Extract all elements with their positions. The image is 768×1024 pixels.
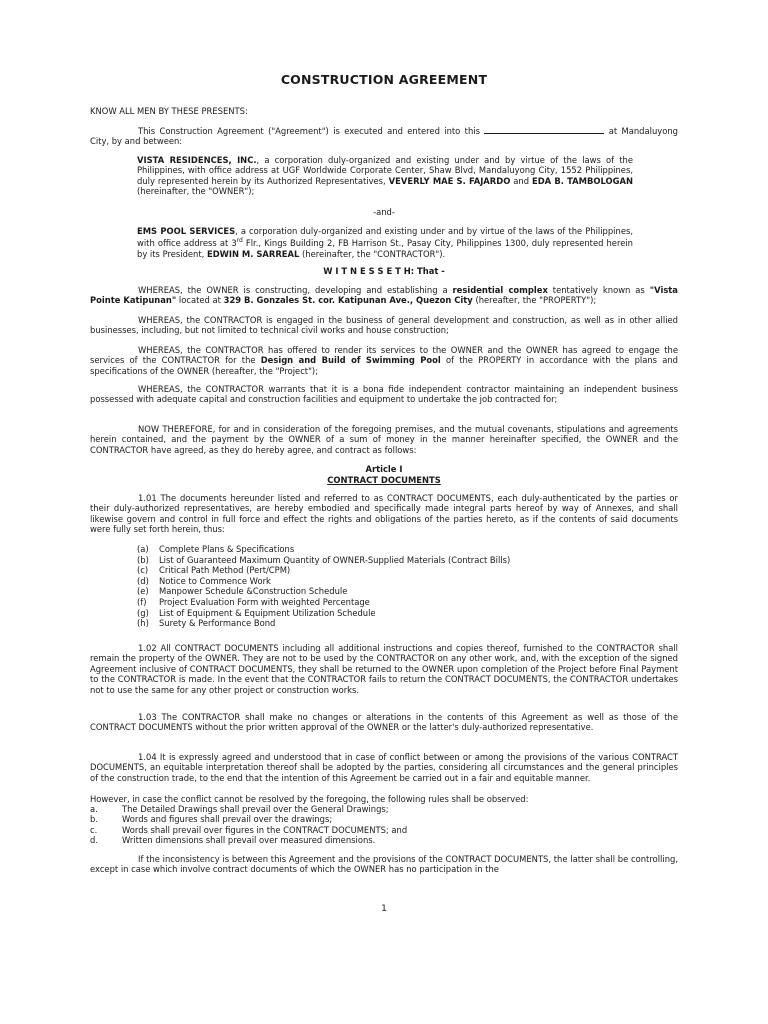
rule-item <box>90 804 610 814</box>
contractor-text2: Flr., Kings Building 2, FB Harrison St., Pasay City, Philippines 1300, duly represented herein by its President, <box>137 238 633 259</box>
article-subheading: CONTRACT DOCUMENTS <box>327 475 441 485</box>
list-marker: (e) <box>137 586 149 597</box>
whereas-1-text: WHEREAS, the OWNER is constructing, developing and establishing a <box>138 285 448 295</box>
whereas-3-text: WHEREAS, the CONTRACTOR has offered to render its services to the OWNER and the OWNER has agreed to engage the services of the CONTRACTOR for the <box>90 345 678 366</box>
contractor-rep: EDWIN M. SARREAL <box>206 248 300 259</box>
list-item <box>137 597 557 608</box>
list-item <box>137 586 557 597</box>
rule-marker: d. <box>90 835 98 846</box>
list-text: List of Guaranteed Maximum Quantity of OWNER-Supplied Materials (Contract Bills) <box>159 554 511 565</box>
intro-line: KNOW ALL MEN BY THESE PRESENTS: <box>90 106 248 116</box>
whereas-4: WHEREAS, the CONTRACTOR warrants that it is a bona fide independent contractor maintaining an independent business possessed with adequate capital and construction facilities and equipment to undertake the job contracted for; <box>90 384 678 405</box>
list-item <box>137 608 557 619</box>
contractor-sup: rd <box>236 237 243 245</box>
section-1-03: 1.03 The CONTRACTOR shall make no changes or alterations in the contents of this Agreement as well as those of the CONTRACT DOCUMENTS without the prior written approval of the OWNER or the latter's duly-authorized representative. <box>90 712 678 733</box>
list-marker: (f) <box>137 596 147 607</box>
whereas-3-bold: Design and Build of Swimming Pool <box>260 355 441 366</box>
and-separator: -and- <box>373 207 395 217</box>
contractor-name: EMS POOL SERVICES <box>137 226 236 236</box>
rule-text: The Detailed Drawings shall prevail over the General Drawings; <box>122 804 389 814</box>
whereas-3-text2: of the PROPERTY in accordance with the plans and specifications of the OWNER (hereafter, the "Project"); <box>90 355 678 376</box>
owner-name: VISTA RESIDENCES, INC. <box>137 155 257 165</box>
list-text: Complete Plans & Specifications <box>159 544 295 554</box>
rule-text: Words and figures shall prevail over the drawings; <box>122 814 333 825</box>
list-marker: (a) <box>137 544 149 554</box>
now-therefore: NOW THEREFORE, for and in consideration of the foregoing premises, and the mutual covenants, stipulations and agreements herein contained, and the payment by the OWNER of a sum of money in the manner hereinafter specified, the OWNER and the CONTRACTOR have agreed, as they do hereby agree, and contract as follows: <box>90 424 678 455</box>
whereas-1-bold: residential complex <box>452 285 548 295</box>
owner-party <box>137 155 633 197</box>
list-text: List of Equipment & Equipment Utilization Schedule <box>159 607 376 618</box>
owner-rep1: VEVERLY MAE S. FAJARDO <box>388 175 511 186</box>
list-item <box>137 618 557 629</box>
list-item <box>137 576 557 587</box>
rule-item <box>90 814 610 824</box>
owner-and: and <box>513 175 530 186</box>
witnesseth-heading: W I T N E S S E T H: That - <box>323 266 445 276</box>
document-title: CONSTRUCTION AGREEMENT <box>280 72 488 87</box>
list-item <box>137 555 557 566</box>
opening-text-end: at Mandaluyong City, by and between: <box>90 126 678 147</box>
whereas-1-text3: located at <box>178 295 221 306</box>
whereas-3 <box>90 345 678 376</box>
owner-text-end: (hereinafter, the "OWNER"); <box>137 186 255 197</box>
project-address: 329 B. Gonzales St. cor. Katipunan Ave., Quezon City <box>223 295 473 306</box>
whereas-1 <box>90 285 678 306</box>
rule-marker: b. <box>90 814 98 825</box>
list-text: Notice to Commence Work <box>159 575 271 586</box>
list-marker: (g) <box>137 607 149 618</box>
list-text: Surety & Performance Bond <box>159 618 276 629</box>
list-marker: (b) <box>137 554 149 565</box>
article-heading: Article I <box>365 464 403 474</box>
opening-text: This Construction Agreement ("Agreement") is executed and entered into this <box>138 126 480 136</box>
contractor-text-end: (hereinafter, the "CONTRACTOR"). <box>302 248 446 259</box>
rule-marker: a. <box>90 804 98 814</box>
owner-rep2: EDA B. TAMBOLOGAN <box>531 175 633 186</box>
section-1-01: 1.01 The documents hereunder listed and referred to as CONTRACT DOCUMENTS, each duly-authenticated by the parties or their duly-authorized representatives, are hereby embodied and specifically made integral parts hereof by way of Annexes, and shall likewise govern and control in full force and effect the rights and obligations of the parties hereto, as if the contents of said documents were fully set forth herein, thus: <box>90 493 678 535</box>
list-text: Project Evaluation Form with weighted Percentage <box>159 596 370 607</box>
rule-item <box>90 825 610 835</box>
list-marker: (c) <box>137 565 149 576</box>
contractor-text: , a corporation duly-organized and existing under and by virtue of the laws of the Philippines, with office address at 3 <box>137 226 633 249</box>
project-name: "Vista Pointe Katipunan" <box>90 285 678 306</box>
list-marker: (h) <box>137 618 149 629</box>
inconsistency-paragraph: If the inconsistency is between this Agreement and the provisions of the CONTRACT DOCUMENTS, the latter shall be controlling, except in case which involve contract documents of which the OWNER has no participation in the <box>90 854 678 875</box>
list-marker: (d) <box>137 575 149 586</box>
whereas-2: WHEREAS, the CONTRACTOR is engaged in the business of general development and construction, as well as in other allied businesses, including, but not limited to technical civil works and house construction; <box>90 315 678 336</box>
section-1-04: 1.04 It is expressly agreed and understood that in case of conflict between or among the provisions of the various CONTRACT DOCUMENTS, an equitable interpretation thereof shall be adopted by the parties, considering all circumstances and the general principles of the construction trade, to the end that the intention of this Agreement be carried out in a fair and equitable manner. <box>90 752 678 783</box>
whereas-1-text4: (hereafter, the "PROPERTY"); <box>475 295 597 306</box>
section-1-02: 1.02 All CONTRACT DOCUMENTS including all additional instructions and copies thereof, furnished to the CONTRACTOR shall remain the property of the OWNER. They are not to be used by the CONTRACTOR on any other work, and, with the exception of the signed Agreement inclusive of CONTRACT DOCUMENTS, they shall be returned to the OWNER upon completion of the Project before Final Payment to the CONTRACTOR is made. In the event that the CONTRACTOR fails to return the CONTRACT DOCUMENTS, the CONTRACTOR undertakes not to use the same for any other project or construction works. <box>90 643 678 695</box>
date-blank <box>484 125 604 134</box>
list-item <box>137 565 557 576</box>
opening-paragraph <box>90 125 678 147</box>
contract-documents-list <box>137 544 557 629</box>
rule-text: Written dimensions shall prevail over measured dimensions. <box>122 835 376 846</box>
rule-marker: c. <box>90 824 98 835</box>
list-text: Manpower Schedule &Construction Schedule <box>159 586 348 597</box>
list-text: Critical Path Method (Pert/CPM) <box>159 565 291 576</box>
owner-text: , a corporation duly-organized and existing under and by virtue of the laws of the Philippines, with office address at UGF Worldwide Corporate Center, Shaw Blvd, Mandaluyong City, 1552 Philippines, duly represented herein by its Authorized Representatives, <box>137 155 633 186</box>
list-item <box>137 544 557 555</box>
rule-item <box>90 835 610 845</box>
contractor-party <box>137 226 633 259</box>
page-number: 1 <box>381 904 387 914</box>
rule-text: Words shall prevail over figures in the CONTRACT DOCUMENTS; and <box>122 824 408 835</box>
however-line: However, in case the conflict cannot be resolved by the foregoing, the following rules shall be observed: <box>90 794 529 804</box>
whereas-1-text2: tentatively known as <box>552 285 645 295</box>
interpretation-rules <box>90 804 610 846</box>
